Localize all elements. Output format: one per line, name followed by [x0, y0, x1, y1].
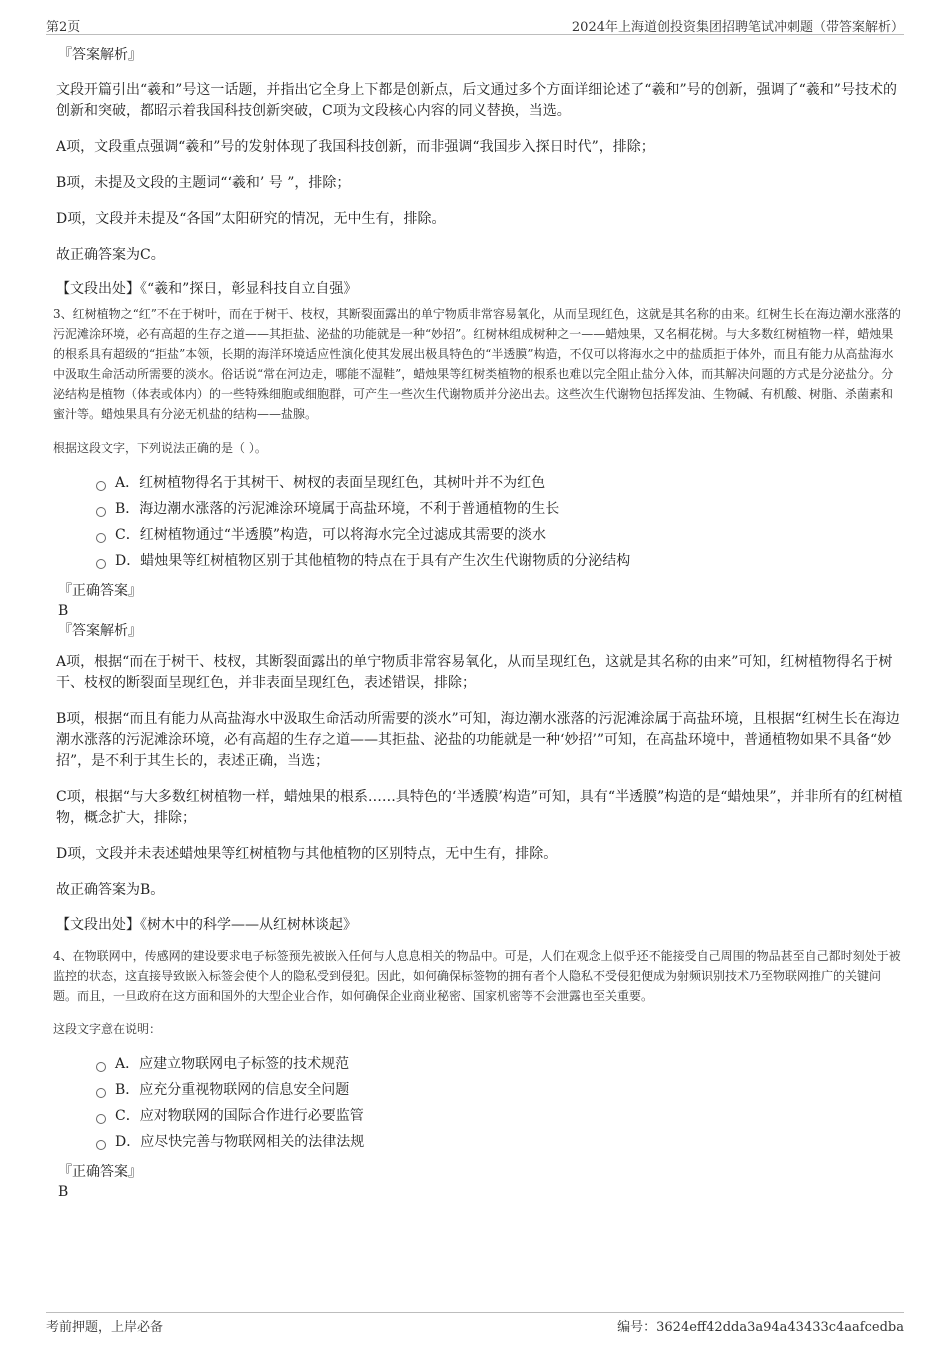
- page-content: [53, 44, 904, 1201]
- correct-answer-label: 『正确答案』: [58, 1164, 142, 1180]
- radio-icon[interactable]: [96, 481, 106, 491]
- page-number: 第2页: [46, 20, 81, 35]
- analysis-label: 『答案解析』: [58, 623, 142, 639]
- option-b[interactable]: [96, 1077, 904, 1103]
- option-d[interactable]: [96, 548, 904, 574]
- document-title: 2024年上海道创投资集团招聘笔试冲刺题（带答案解析）: [571, 20, 904, 35]
- source-citation: 【文段出处】《树木中的科学——从红树林谈起》: [56, 917, 357, 933]
- option-d[interactable]: [96, 1129, 904, 1155]
- question-4-options: [96, 1051, 904, 1155]
- source-citation: 【文段出处】《“羲和”探日，彰显科技自立自强》: [56, 281, 358, 297]
- option-label: D．应尽快完善与物联网相关的法律法规: [115, 1134, 365, 1150]
- option-label: B．应充分重视物联网的信息安全问题: [115, 1082, 350, 1098]
- analysis-paragraph: 故正确答案为C。: [56, 247, 165, 263]
- radio-icon[interactable]: [96, 1140, 106, 1150]
- option-label: B．海边潮水涨落的污泥滩涂环境属于高盐环境，不利于普通植物的生长: [115, 501, 560, 517]
- footer-slogan: 考前押题，上岸必备: [46, 1320, 164, 1335]
- analysis-paragraph: 故正确答案为B。: [56, 882, 165, 898]
- question-3-prompt: 根据这段文字，下列说法正确的是（ ）。: [53, 441, 267, 455]
- question-4-text: 4、在物联网中，传感网的建设要求电子标签预先被嵌入任何与人息息相关的物品中。可是，人们在观念上似乎还不能接受自己周围的物品甚至自己都时刻处于被监控的状态，这直接导致嵌入标签会使个人的隐私受到侵犯。因此，如何确保标签物的拥有者个人隐私不受侵犯便成为射频识别技术乃至物联网推广的关键问题。而且，一旦政府在这方面和国外的大型企业合作，如何确保企业商业秘密、国家机密等不会泄露也至关重要。: [53, 949, 901, 1003]
- option-label: C．红树植物通过“半透膜”构造，可以将海水完全过滤成其需要的淡水: [115, 527, 547, 543]
- analysis-paragraph: A项，根据“而在于树干、枝杈，其断裂面露出的单宁物质非常容易氧化，从而呈现红色，这就是其名称的由来”可知，红树植物得名于树干、枝杈的断裂面呈现红色，并非表面呈现红色，表述错误，排除；: [56, 654, 893, 691]
- analysis-paragraph: B项，未提及文段的主题词“‘羲和’ 号 ”，排除；: [56, 175, 351, 191]
- option-label: C．应对物联网的国际合作进行必要监管: [115, 1108, 364, 1124]
- radio-icon[interactable]: [96, 559, 106, 569]
- option-label: D．蜡烛果等红树植物区别于其他植物的特点在于具有产生次生代谢物质的分泌结构: [115, 553, 631, 569]
- question-3-text: 3、红树植物之“红”不在于树叶，而在于树干、枝杈，其断裂面露出的单宁物质非常容易氧化，从而呈现红色，这就是其名称的由来。红树生长在海边潮水涨落的污泥滩涂环境，必有高超的生存之道——其拒盐、泌盐的功能就是一种“妙招”。红树林组成树种之一——蜡烛果，又名桐花树。与大多数红树植物一样，蜡烛果的根系具有超级的“拒盐”本领，长期的海洋环境适应性演化使其发展出极具特色的“半透膜”构造，不仅可以将海水之中的盐质拒于体外，而且有能力从高盐海水中汲取生命活动所需要的淡水。俗话说“常在河边走，哪能不湿鞋”，蜡烛果等红树类植物的根系也难以完全阻止盐分入体，而其解决问题的方式是分泌盐分。分泌结构是植物（体表或体内）的一些特殊细胞或细胞群，可产生一些次生代谢物质并分泌出去。这些次生代谢物包括挥发油、生物碱、有机酸、树脂、杀菌素和蜜汁等。蜡烛果具有分泌无机盐的结构——盐腺。: [53, 307, 901, 421]
- option-a[interactable]: [96, 470, 904, 496]
- option-a[interactable]: [96, 1051, 904, 1077]
- radio-icon[interactable]: [96, 533, 106, 543]
- analysis-paragraph: 文段开篇引出“羲和”号这一话题，并指出它全身上下都是创新点，后文通过多个方面详细论述了“羲和”号的创新，强调了“羲和”号技术的创新和突破，都昭示着我国科技创新突破，C项为文段核心内容的同义替换，当选。: [56, 82, 897, 119]
- analysis-label: 『答案解析』: [58, 47, 142, 63]
- page-footer: [46, 1312, 904, 1335]
- document-code: 编号：3624eff42dda3a94a43433c4aafcedba: [617, 1320, 904, 1335]
- radio-icon[interactable]: [96, 1062, 106, 1072]
- radio-icon[interactable]: [96, 507, 106, 517]
- analysis-paragraph: D项，文段并未提及“各国”太阳研究的情况，无中生有，排除。: [56, 211, 446, 227]
- correct-answer: B: [58, 603, 69, 619]
- question-3-options: [96, 470, 904, 574]
- question-4-prompt: 这段文字意在说明：: [53, 1022, 162, 1036]
- correct-answer-label: 『正确答案』: [58, 583, 142, 599]
- correct-answer: B: [58, 1184, 69, 1200]
- radio-icon[interactable]: [96, 1088, 106, 1098]
- option-b[interactable]: [96, 496, 904, 522]
- radio-icon[interactable]: [96, 1114, 106, 1124]
- page-header: [46, 14, 904, 35]
- analysis-paragraph: B项，根据“而且有能力从高盐海水中汲取生命活动所需要的淡水”可知，海边潮水涨落的污泥滩涂属于高盐环境，且根据“红树生长在海边潮水涨落的污泥滩涂环境，必有高超的生存之道——其拒盐、泌盐的功能就是一种‘妙招’”可知，在高盐环境中，普通植物如果不具备“妙招”，是不利于其生长的，表述正确，当选；: [56, 711, 900, 769]
- analysis-paragraph: C项，根据“与大多数红树植物一样，蜡烛果的根系……具特色的‘半透膜’构造”可知，具有“半透膜”构造的是“蜡烛果”，并非所有的红树植物，概念扩大，排除；: [56, 789, 903, 826]
- analysis-paragraph: D项，文段并未表述蜡烛果等红树植物与其他植物的区别特点，无中生有，排除。: [56, 846, 558, 862]
- option-c[interactable]: [96, 522, 904, 548]
- option-label: A．红树植物得名于其树干、树杈的表面呈现红色，其树叶并不为红色: [115, 475, 546, 491]
- option-c[interactable]: [96, 1103, 904, 1129]
- option-label: A．应建立物联网电子标签的技术规范: [115, 1056, 350, 1072]
- analysis-paragraph: A项，文段重点强调“羲和”号的发射体现了我国科技创新，而非强调“我国步入探日时代”，排除；: [56, 139, 655, 155]
